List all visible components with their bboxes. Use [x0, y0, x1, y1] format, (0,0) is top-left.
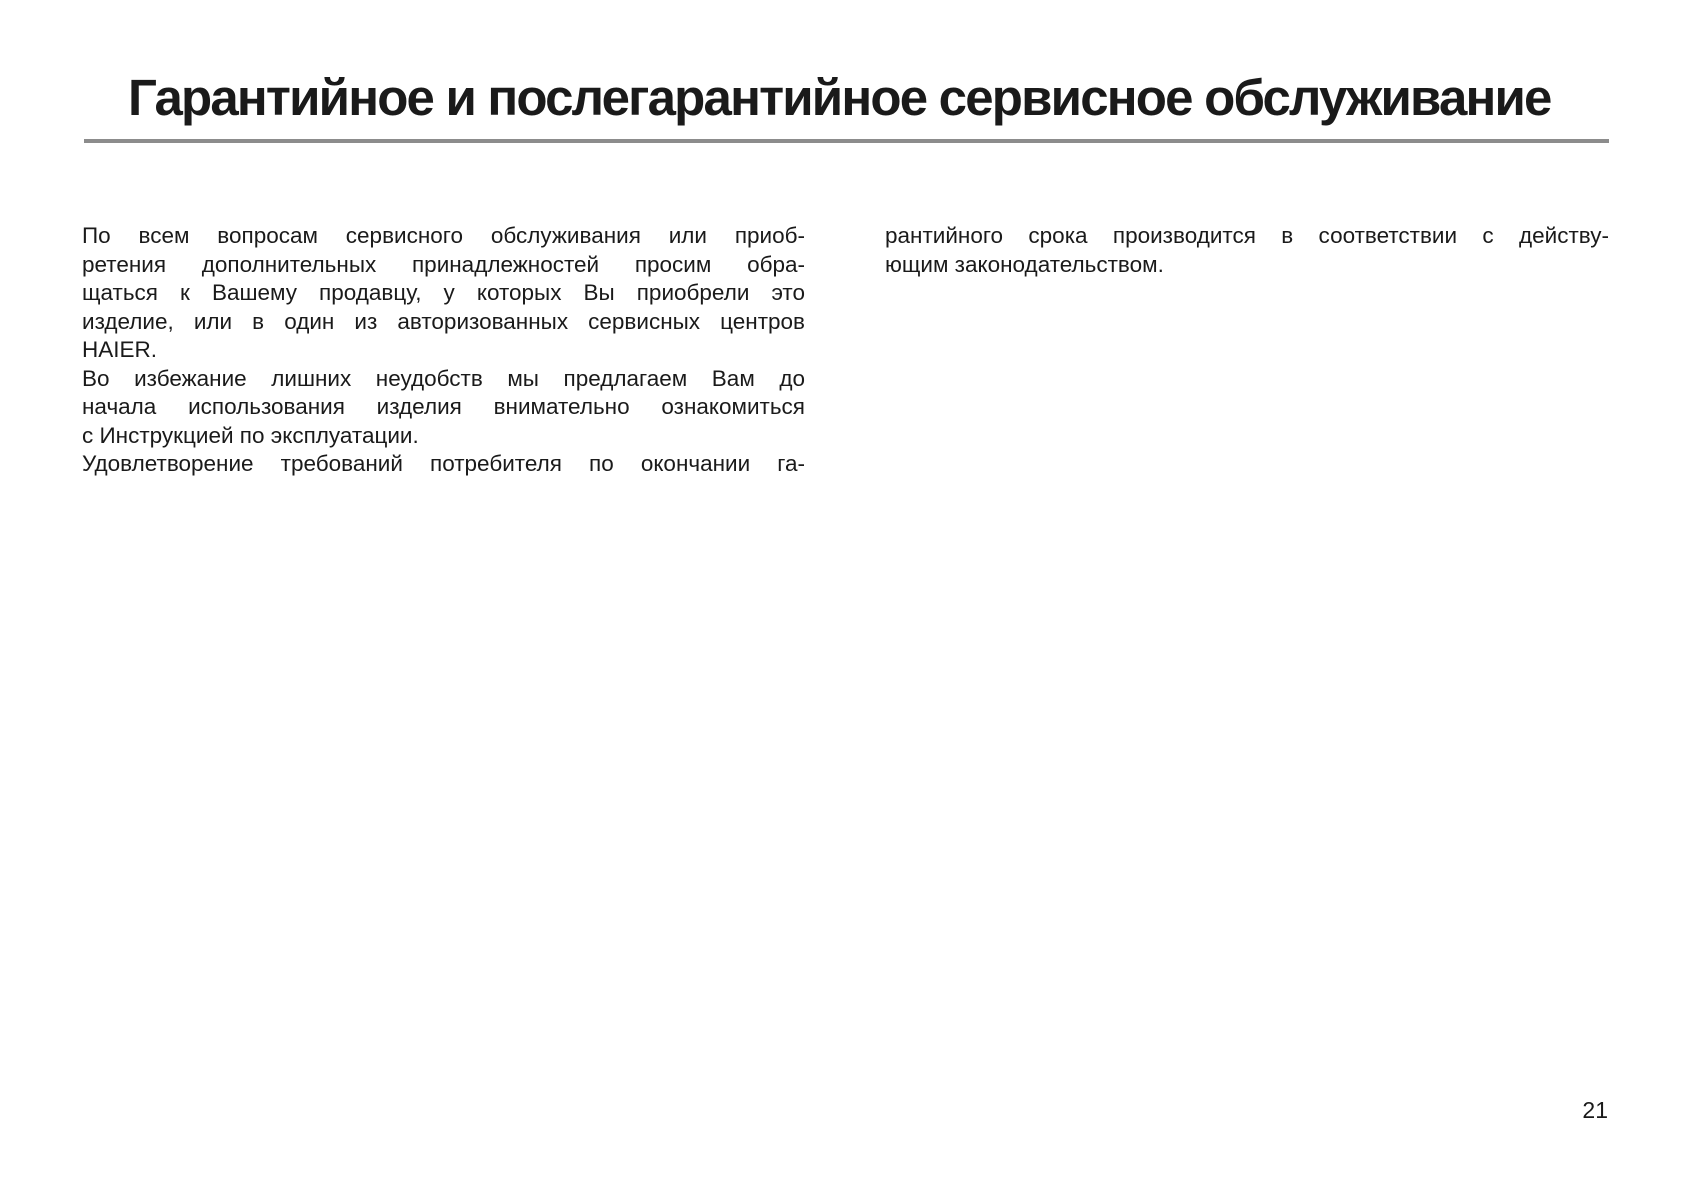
text-line: начала использования изделия внимательно ознакомиться	[82, 394, 805, 419]
text-line: HAIER.	[82, 337, 158, 362]
page-title: Гарантийное и послегарантийное сервисное обслуживание	[128, 69, 1551, 126]
title-divider	[84, 139, 1609, 143]
text-line: По всем вопросам сервисного обслуживания или приоб-	[82, 223, 805, 248]
right-text-column	[885, 222, 1609, 279]
text-line: Во избежание лишних неудобств мы предлагаем Вам до	[82, 365, 805, 391]
text-line: ющим законодательством.	[885, 251, 1164, 277]
text-line: щаться к Вашему продавцу, у которых Вы приобрели это	[82, 280, 805, 305]
left-text-column	[82, 222, 805, 479]
text-line: изделие, или в один из авторизованных сервисных центров	[82, 308, 805, 334]
text-line: рантийного срока производится в соответствии с действу-	[885, 223, 1609, 248]
page-number: 21	[1582, 1097, 1608, 1123]
text-line: Удовлетворение требований потребителя по окончании га-	[82, 451, 805, 476]
text-line: ретения дополнительных принадлежностей просим обра-	[82, 251, 805, 277]
text-line: с Инструкцией по эксплуатации.	[82, 422, 419, 448]
